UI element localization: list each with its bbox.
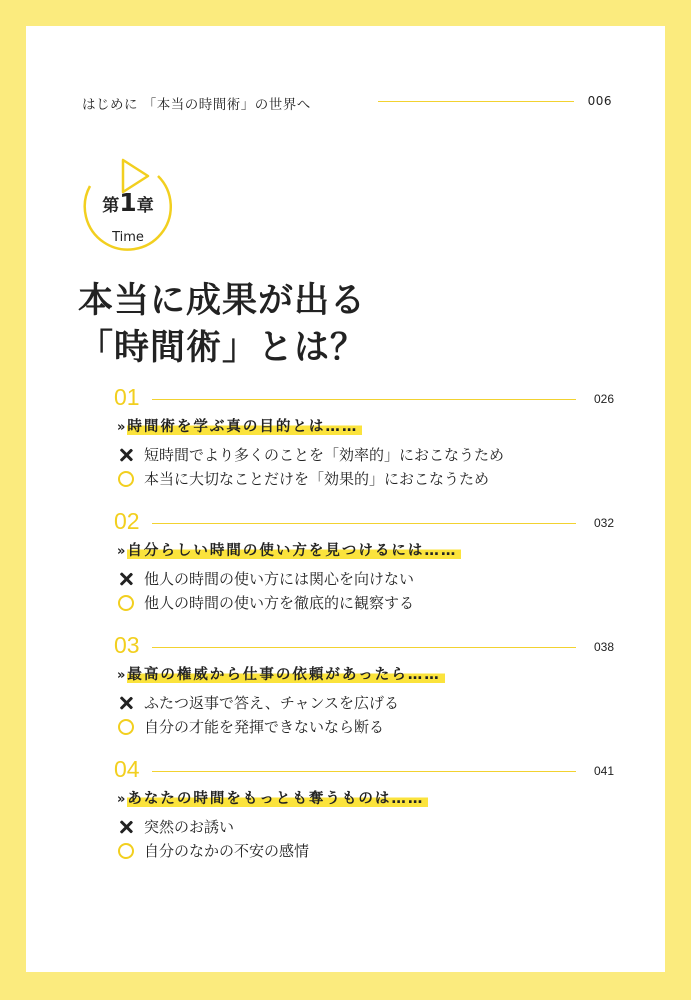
intro-page-number: 006 <box>587 94 612 108</box>
section-question-text: 自分らしい時間の使い方を見つけるには…… <box>127 543 461 559</box>
wrong-answer-text: 短時間でより多くのことを「効率的」におこなうため <box>144 446 505 464</box>
double-chevron-icon: » <box>117 792 126 807</box>
circle-icon <box>117 594 135 612</box>
section-question <box>117 663 445 683</box>
toc-section-02[interactable] <box>114 508 614 624</box>
chapter-title <box>78 278 366 372</box>
cross-icon <box>117 446 135 464</box>
intro-entry[interactable] <box>82 90 612 112</box>
circle-icon <box>117 842 135 860</box>
right-answer <box>117 840 597 862</box>
cross-icon <box>117 694 135 712</box>
section-page-number: 038 <box>593 640 614 654</box>
section-question-text: あなたの時間をもっとも奪うものは…… <box>127 791 428 807</box>
section-question <box>117 415 362 435</box>
leader-line <box>152 523 576 524</box>
leader-line <box>152 399 576 400</box>
double-chevron-icon: » <box>117 544 126 559</box>
chapter-title-line-1: 本当に成果が出る <box>78 281 367 321</box>
section-page-number: 032 <box>593 516 614 530</box>
toc-section-04[interactable] <box>114 756 614 872</box>
right-answer-text: 自分の才能を発揮できないなら断る <box>144 718 385 736</box>
right-answer-text: 自分のなかの不安の感情 <box>144 842 310 860</box>
chapter-badge <box>78 154 188 264</box>
page <box>26 26 665 972</box>
section-number: 04 <box>114 756 140 782</box>
circle-icon <box>117 718 135 736</box>
right-answer <box>117 716 597 738</box>
circle-icon <box>117 470 135 488</box>
wrong-answer-text: 突然のお誘い <box>144 818 235 836</box>
cross-icon <box>117 570 135 588</box>
toc-section-03[interactable] <box>114 632 614 748</box>
section-question <box>117 539 461 559</box>
section-page-number: 041 <box>593 764 614 778</box>
wrong-answer-text: ふたつ返事で答え、チャンスを広げる <box>144 694 400 712</box>
toc-section-01[interactable] <box>114 384 614 500</box>
leader-line <box>152 647 576 648</box>
chapter-subtitle: Time <box>112 230 144 245</box>
chapter-suffix: 章 <box>136 196 154 216</box>
chapter-title-line-2: 「時間術」とは？ <box>78 328 367 368</box>
wrong-answer <box>117 692 597 714</box>
chapter-number: 1 <box>119 188 137 217</box>
wrong-answer <box>117 568 597 590</box>
cross-icon <box>117 818 135 836</box>
right-answer-text: 他人の時間の使い方を徹底的に観察する <box>144 594 415 612</box>
wrong-answer <box>117 444 597 466</box>
leader-line <box>152 771 576 772</box>
double-chevron-icon: » <box>117 420 126 435</box>
right-answer <box>117 592 597 614</box>
chapter-prefix: 第 <box>102 196 120 216</box>
intro-title: はじめに 「本当の時間術」の世界へ <box>82 97 311 113</box>
section-question-text: 時間術を学ぶ真の目的とは…… <box>127 419 362 435</box>
right-answer <box>117 468 597 490</box>
section-page-number: 026 <box>593 392 614 406</box>
leader-line <box>378 101 574 102</box>
section-question <box>117 787 428 807</box>
wrong-answer-text: 他人の時間の使い方には関心を向けない <box>144 570 415 588</box>
chapter-label <box>78 188 178 217</box>
section-number: 01 <box>114 384 140 410</box>
double-chevron-icon: » <box>117 668 126 683</box>
section-number: 02 <box>114 508 140 534</box>
section-number: 03 <box>114 632 140 658</box>
wrong-answer <box>117 816 597 838</box>
section-question-text: 最高の権威から仕事の依頼があったら…… <box>127 667 444 683</box>
right-answer-text: 本当に大切なことだけを「効果的」におこなうため <box>144 470 490 488</box>
